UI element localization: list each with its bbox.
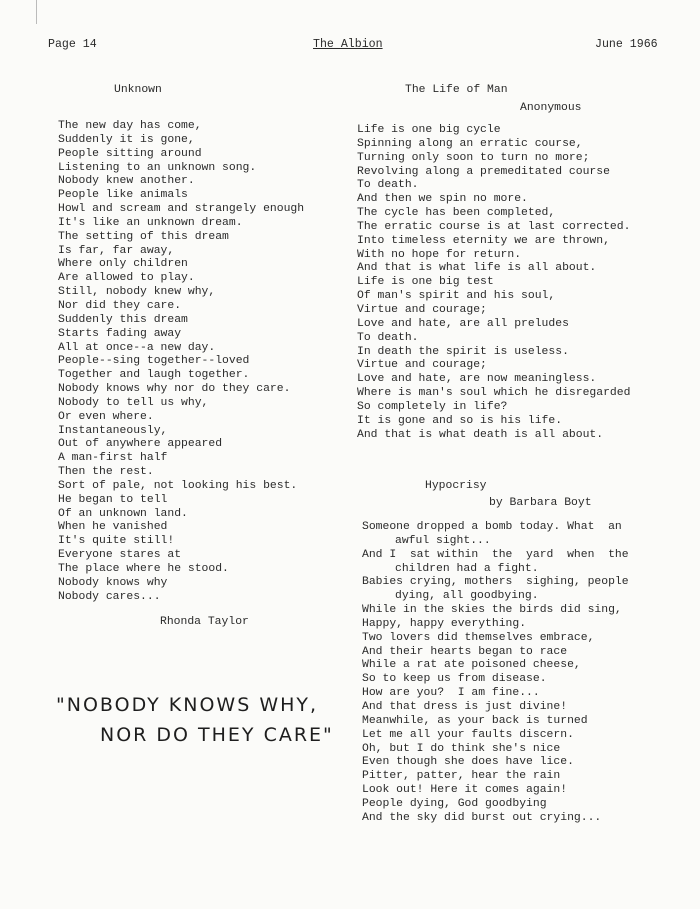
poem-line: The setting of this dream bbox=[58, 230, 229, 243]
poem-line: So to keep us from disease. bbox=[362, 673, 547, 686]
poem-line: Is far, far away, bbox=[58, 244, 175, 257]
poem-line: People dying, God goodbying bbox=[362, 797, 547, 810]
pull-quote-line: NOR DO THEY CARE" bbox=[100, 724, 334, 746]
poem-line: children had a fight. bbox=[395, 562, 539, 575]
poem-line: The erratic course is at last corrected. bbox=[357, 220, 631, 233]
poem-line: Virtue and courage; bbox=[357, 359, 487, 372]
poem-line: Let me all your faults discern. bbox=[362, 728, 574, 741]
poem-line: While a rat ate poisoned cheese, bbox=[362, 659, 581, 672]
poem-line: Meanwhile, as your back is turned bbox=[362, 714, 588, 727]
publication-title: The Albion bbox=[313, 38, 383, 51]
poem-line: It's quite still! bbox=[58, 535, 175, 548]
poem-line: With no hope for return. bbox=[357, 248, 522, 261]
poem-line: How are you? I am fine... bbox=[362, 687, 540, 700]
poem-line: Oh, but I do think she's nice bbox=[362, 742, 561, 755]
poem-line: And that dress is just divine! bbox=[362, 700, 568, 713]
poem-body bbox=[362, 521, 629, 826]
poem-line: And the sky did burst out crying... bbox=[362, 811, 602, 824]
poem-line: So completely in life? bbox=[357, 400, 508, 413]
poem-line: Virtue and courage; bbox=[357, 303, 487, 316]
pull-quote-line: "NOBODY KNOWS WHY, bbox=[56, 694, 319, 716]
poem-line: Even though she does have lice. bbox=[362, 756, 574, 769]
poem-line: And then we spin no more. bbox=[357, 193, 528, 206]
poem-body bbox=[357, 124, 630, 442]
poem-line: The place where he stood. bbox=[58, 563, 229, 575]
poem-line: Suddenly this dream bbox=[58, 313, 188, 326]
poem-line: Babies crying, mothers sighing, people bbox=[362, 576, 629, 589]
poem-line: Two lovers did themselves embrace, bbox=[362, 631, 595, 644]
poem-line: It's like an unknown dream. bbox=[58, 216, 243, 229]
poem-line: People like animals bbox=[58, 189, 188, 202]
poem-line: And I sat within the yard when the bbox=[362, 548, 629, 561]
poem-line: Howl and scream and strangely enough bbox=[58, 203, 305, 216]
poem-line: While in the skies the birds did sing, bbox=[362, 604, 622, 617]
poem-line: Pitter, patter, hear the rain bbox=[362, 770, 561, 783]
poem-line: All at once--a new day. bbox=[58, 341, 216, 354]
poem-line: Life is one big test bbox=[357, 276, 494, 289]
poem-line: To death. bbox=[357, 331, 419, 344]
poem-line: Where is man's soul which he disregarded bbox=[357, 387, 631, 400]
poem-title: Hypocrisy bbox=[425, 480, 487, 492]
poem-line: Then the rest. bbox=[58, 466, 154, 479]
page-number: Page 14 bbox=[48, 38, 97, 51]
poem-line: Nobody to tell us why, bbox=[58, 396, 209, 409]
issue-date: June 1966 bbox=[595, 38, 658, 51]
poem-author: Anonymous bbox=[520, 102, 582, 114]
poem-line: Someone dropped a bomb today. What an bbox=[362, 521, 622, 533]
poem-line: And that is what death is all about. bbox=[357, 428, 604, 441]
poem-line: Spinning along an erratic course, bbox=[357, 137, 583, 150]
poem-line: Into timeless eternity we are thrown, bbox=[357, 234, 610, 247]
poem-line: Suddenly it is gone, bbox=[58, 133, 195, 146]
poem-line: And that is what life is all about. bbox=[357, 262, 597, 275]
poem-line: Turning only soon to turn no more; bbox=[357, 151, 590, 164]
poem-line: Still, nobody knew why, bbox=[58, 286, 216, 299]
poem-line: Of man's spirit and his soul, bbox=[357, 290, 556, 303]
poem-line: Nor did they care. bbox=[58, 299, 182, 312]
poem-line: Where only children bbox=[58, 258, 188, 271]
poem-line: Starts fading away bbox=[58, 327, 182, 340]
poem-line: The new day has come, bbox=[58, 120, 202, 132]
poem-line: A man-first half bbox=[58, 452, 168, 465]
poem-line: The cycle has been completed, bbox=[357, 207, 556, 220]
poem-line: Sort of pale, not looking his best. bbox=[58, 479, 298, 492]
poem-line: Happy, happy everything. bbox=[362, 617, 527, 630]
poem-line: Love and hate, are all preludes bbox=[357, 317, 569, 330]
poem-line: Life is one big cycle bbox=[357, 124, 501, 136]
poem-body bbox=[58, 120, 304, 605]
poem-line: Of an unknown land. bbox=[58, 507, 188, 520]
poem-line: Are allowed to play. bbox=[58, 272, 195, 285]
poem-line: Listening to an unknown song. bbox=[58, 161, 257, 174]
poem-author: Rhonda Taylor bbox=[160, 616, 249, 628]
poem-line: Nobody knows why nor do they care. bbox=[58, 383, 291, 396]
poem-line: Nobody cares... bbox=[58, 590, 161, 603]
poem-line: Nobody knew another. bbox=[58, 175, 195, 188]
poem-line: dying, all goodbying. bbox=[395, 590, 539, 603]
poem-line: Together and laugh together. bbox=[58, 369, 250, 382]
poem-title: The Life of Man bbox=[405, 84, 508, 96]
binder-mark bbox=[36, 0, 37, 24]
poem-line: Or even where. bbox=[58, 410, 154, 423]
poem-line: Look out! Here it comes again! bbox=[362, 784, 568, 797]
poem-line: People sitting around bbox=[58, 147, 202, 160]
poem-line: Revolving along a premeditated course bbox=[357, 165, 610, 178]
poem-line: And their hearts began to race bbox=[362, 645, 568, 658]
poem-title: Unknown bbox=[114, 84, 162, 96]
poem-author: by Barbara Boyt bbox=[489, 497, 592, 509]
poem-line: It is gone and so is his life. bbox=[357, 414, 563, 427]
poem-line: Nobody knows why bbox=[58, 576, 168, 589]
poem-line: Love and hate, are now meaningless. bbox=[357, 373, 597, 386]
poem-line: Everyone stares at bbox=[58, 549, 182, 562]
poem-line: Instantaneously, bbox=[58, 424, 168, 437]
pull-quote bbox=[56, 690, 334, 750]
poem-line: In death the spirit is useless. bbox=[357, 345, 569, 358]
poem-line: awful sight... bbox=[395, 534, 491, 547]
poem-line: Out of anywhere appeared bbox=[58, 438, 223, 451]
poem-line: People--sing together--loved bbox=[58, 355, 250, 368]
poem-line: To death. bbox=[357, 179, 419, 192]
poem-line: When he vanished bbox=[58, 521, 168, 534]
poem-line: He began to tell bbox=[58, 493, 168, 506]
